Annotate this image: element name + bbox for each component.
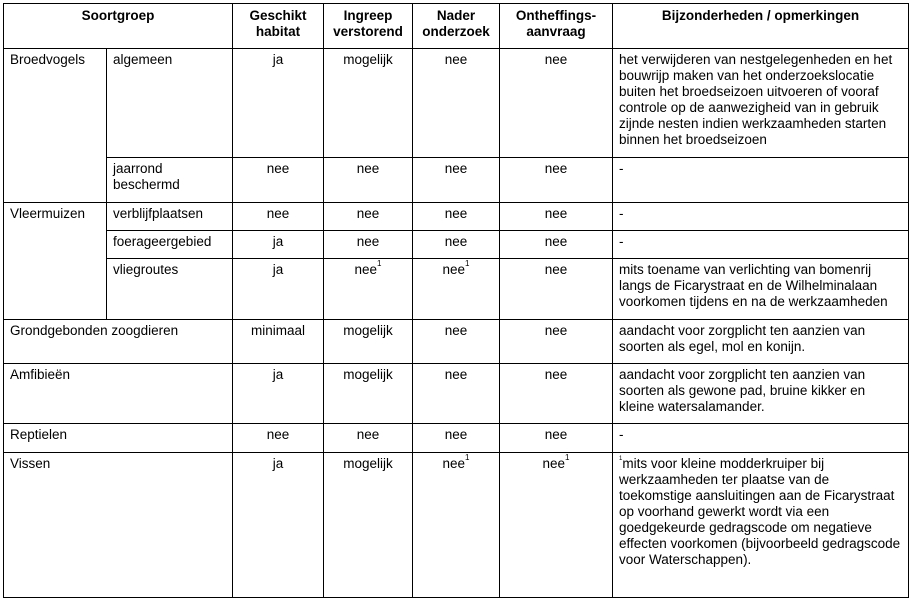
table-row [4, 453, 909, 598]
note-text: aandacht voor zorgplicht ten aanzien van soorten als gewone pad, bruine kikker en kleine watersalamander. [613, 364, 909, 424]
ontheffing-value: nee [500, 320, 613, 364]
table-row [4, 320, 909, 364]
ingreep-value [324, 259, 413, 320]
ontheffing-value: nee [500, 231, 613, 259]
onderzoek-value: nee [413, 424, 500, 453]
note-text: aandacht voor zorgplicht ten aanzien van soorten als egel, mol en konijn. [613, 320, 909, 364]
group-reptielen: Reptielen [4, 424, 233, 453]
table-row [4, 49, 909, 158]
subgroup-vliegroutes: vliegroutes [107, 259, 233, 320]
onderzoek-text: nee [442, 262, 466, 277]
ingreep-value: nee [324, 158, 413, 203]
subgroup-foerageergebied: foerageergebied [107, 231, 233, 259]
group-grondgebonden-zoogdieren: Grondgebonden zoogdieren [4, 320, 233, 364]
header-ontheffingsaanvraag: Ontheffings-aanvraag [500, 4, 613, 49]
table-row [4, 158, 909, 203]
ontheffing-value: nee [500, 203, 613, 231]
group-broedvogels: Broedvogels [4, 49, 107, 203]
note-cell [613, 453, 909, 598]
ontheffing-value: nee [500, 259, 613, 320]
note-text: - [613, 158, 909, 203]
habitat-value: nee [233, 158, 324, 203]
onderzoek-value: nee [413, 231, 500, 259]
habitat-value: ja [233, 259, 324, 320]
table-row [4, 259, 909, 320]
ontheffing-value: nee [500, 364, 613, 424]
group-vissen: Vissen [4, 453, 233, 598]
habitat-value: nee [233, 203, 324, 231]
ingreep-value: mogelijk [324, 320, 413, 364]
table-row [4, 231, 909, 259]
ingreep-value: mogelijk [324, 49, 413, 158]
header-ingreep-verstorend: Ingreep verstorend [324, 4, 413, 49]
header-nader-onderzoek: Nader onderzoek [413, 4, 500, 49]
onderzoek-text: nee [442, 456, 466, 471]
header-row [4, 4, 909, 49]
onderzoek-value: nee [413, 364, 500, 424]
ingreep-value: nee [324, 231, 413, 259]
ontheffing-value: nee [500, 49, 613, 158]
footnote-marker: 1 [619, 456, 623, 462]
habitat-value: minimaal [233, 320, 324, 364]
note-text: - [613, 203, 909, 231]
ingreep-value: nee [324, 203, 413, 231]
habitat-value: ja [233, 49, 324, 158]
note-text: - [613, 231, 909, 259]
ontheffing-value [500, 453, 613, 598]
table-row [4, 424, 909, 453]
note-text: - [613, 424, 909, 453]
header-bijzonderheden: Bijzonderheden / opmerkingen [613, 4, 909, 49]
note-text: mits toename van verlichting van bomenrij langs de Ficarystraat en de Wilhelminalaan voorkomen tijdens en na de werkzaamheden [613, 259, 909, 320]
onderzoek-value: nee [413, 158, 500, 203]
table-row [4, 203, 909, 231]
group-amfibieen: Amfibieën [4, 364, 233, 424]
habitat-value: ja [233, 364, 324, 424]
header-soortgroep: Soortgroep [4, 4, 233, 49]
onderzoek-value: nee [413, 49, 500, 158]
onderzoek-value: nee [413, 203, 500, 231]
ingreep-value: mogelijk [324, 453, 413, 598]
subgroup-algemeen: algemeen [107, 49, 233, 158]
ontheffing-value: nee [500, 424, 613, 453]
habitat-value: ja [233, 453, 324, 598]
footnote-marker: 1 [377, 259, 382, 268]
footnote-marker: 1 [465, 259, 470, 268]
species-assessment-table [3, 3, 909, 598]
subgroup-jaarrond: jaarrond beschermd [107, 158, 233, 203]
ingreep-value: mogelijk [324, 364, 413, 424]
habitat-value: nee [233, 424, 324, 453]
header-geschikt-habitat: Geschikt habitat [233, 4, 324, 49]
subgroup-verblijfplaatsen: verblijfplaatsen [107, 203, 233, 231]
ingreep-value: nee [324, 424, 413, 453]
ontheffing-text: nee [542, 456, 566, 471]
note-text: het verwijderen van nestgelegenheden en het bouwrijp maken van het onderzoekslocatie buiten het broedseizoen uitvoeren of vooraf controle op de aanwezigheid van in gebruik zijnde nesten indien werkzaamheden starten binnen het broedseizoen [613, 49, 909, 158]
ingreep-text: nee [354, 262, 378, 277]
onderzoek-value [413, 259, 500, 320]
onderzoek-value: nee [413, 320, 500, 364]
footnote-marker: 1 [465, 453, 470, 462]
onderzoek-value [413, 453, 500, 598]
group-vleermuizen: Vleermuizen [4, 203, 107, 320]
ontheffing-value: nee [500, 158, 613, 203]
habitat-value: ja [233, 231, 324, 259]
note-text: mits voor kleine modderkruiper bij werkzaamheden ter plaatse van de toekomstige aansluitingen aan de Ficarystraat op voorhand gewerkt wordt via een goedgekeurde gedragscode om negatieve effecten voorkomen (bijvoorbeeld gedragscode voor Waterschappen). [619, 456, 901, 567]
footnote-marker: 1 [565, 453, 570, 462]
table-row [4, 364, 909, 424]
